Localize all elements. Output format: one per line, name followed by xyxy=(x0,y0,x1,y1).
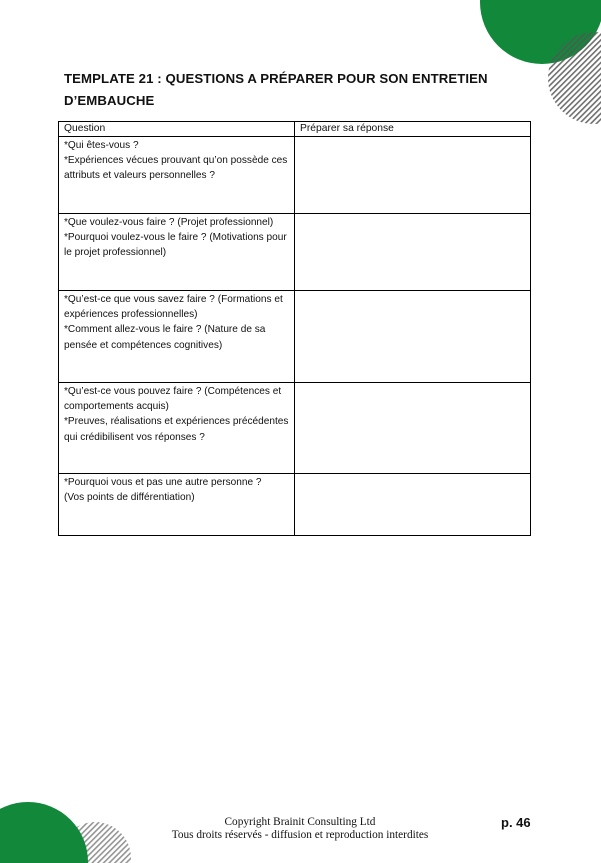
column-header-answer: Préparer sa réponse xyxy=(295,122,531,137)
answer-cell[interactable] xyxy=(295,291,531,383)
question-cell: *Pourquoi vous et pas une autre personne ? (Vos points de différentiation) xyxy=(59,474,295,536)
table-row xyxy=(59,214,531,291)
table-row xyxy=(59,383,531,474)
questions-table xyxy=(58,121,531,536)
question-cell: *Qu’est-ce vous pouvez faire ? (Compétences et comportements acquis) *Preuves, réalisations et expériences précédentes qui crédibilisent vos réponses ? xyxy=(59,383,295,474)
copyright-text: Copyright Brainit Consulting Ltd xyxy=(224,816,376,828)
question-cell: *Qu’est-ce que vous savez faire ? (Formations et expériences professionnelles) *Comment allez-vous le faire ? (Nature de sa pensée et compétences cognitives) xyxy=(59,291,295,383)
table-row xyxy=(59,291,531,383)
footer xyxy=(130,816,470,842)
answer-cell[interactable] xyxy=(295,474,531,536)
green-circle-shape xyxy=(0,802,88,863)
answer-cell[interactable] xyxy=(295,383,531,474)
table-row xyxy=(59,474,531,536)
question-cell: *Qui êtes-vous ? *Expériences vécues prouvant qu’on possède ces attributs et valeurs personnelles ? xyxy=(59,137,295,214)
column-header-question: Question xyxy=(59,122,295,137)
question-cell: *Que voulez-vous faire ? (Projet professionnel) *Pourquoi voulez-vous le faire ? (Motivations pour le projet professionnel) xyxy=(59,214,295,291)
corner-decoration-bottom-left xyxy=(0,790,140,863)
answer-cell[interactable] xyxy=(295,214,531,291)
page-title: TEMPLATE 21 : QUESTIONS A PRÉPARER POUR SON ENTRETIEN D’EMBAUCHE xyxy=(64,71,488,108)
answer-cell[interactable] xyxy=(295,137,531,214)
rights-text: Tous droits réservés - diffusion et reproduction interdites xyxy=(171,829,429,841)
page-number: p. 46 xyxy=(501,815,531,830)
table-header-row xyxy=(59,122,531,137)
table-row xyxy=(59,137,531,214)
